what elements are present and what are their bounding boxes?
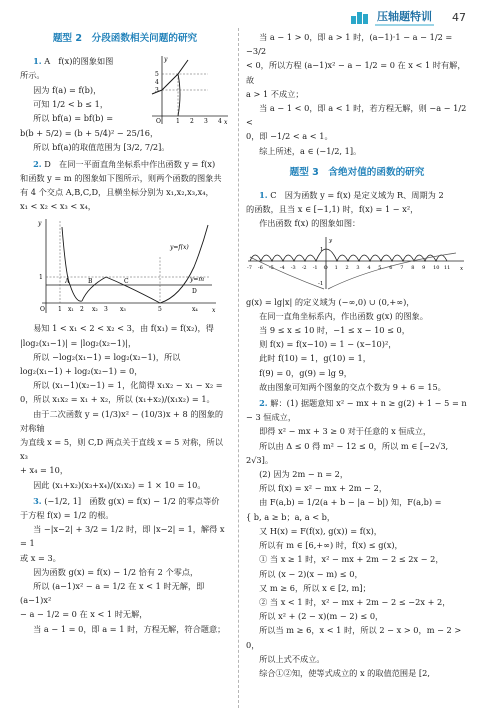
- graph1-tick: 5: [155, 71, 159, 79]
- r-q2-line: 又 m ≥ 6，所以 x ∈ [2, m]；: [259, 582, 371, 593]
- q2-after-line: 因此 (x₁+x₂)(x₃+x₄)/(x₁x₂) = 1 × 10 = 10。: [33, 479, 206, 490]
- q2-line: 和函数 y = m 的图象如下图所示，则两个函数的图象共: [20, 172, 222, 183]
- q2-after-line: 为直线 x = 5，则 C,D 两点关于直线 x = 5 对称，所以 x₃: [20, 437, 223, 462]
- header-title: 压轴题特训: [375, 8, 434, 26]
- graph2-tick: x₃: [120, 306, 126, 314]
- cont-line: 综上所述，a ∈ (−1/2, 1]。: [259, 145, 362, 156]
- q3-line: 因为函数 g(x) = f(x) − 1/2 恰有 2 个零点，: [33, 566, 199, 577]
- r-q2-line: 2. 解：(1) 据题意知 x² − mx + n ≥ g(2) + 1 − 5 = n: [259, 398, 467, 409]
- q3-line: 当 −|x−2| + 3/2 = 1/2 时，即 |x−2| = 1，解得 x = 1: [20, 524, 225, 549]
- r-q2-line: 所以有 m ∈ [6,+∞) 时，f(x) ≤ g(x)，: [259, 540, 403, 551]
- graph2-tick: 1: [39, 274, 43, 282]
- graph-3: [246, 235, 466, 291]
- right-column: [246, 30, 468, 680]
- graph-2: [20, 217, 220, 317]
- graph3-tick: 5: [378, 264, 382, 271]
- graph2-y-label: y: [38, 220, 42, 228]
- graph2-tick: x₂: [92, 306, 98, 314]
- graph3-y-label: y: [329, 237, 333, 244]
- q3-line: 所以 (a−1)x² − a = 1/2 在 x < 1 时无解，即 (a−1)x²: [20, 581, 205, 606]
- r-q1-after: 此时 f(10) = 1，g(10) = 1，: [259, 353, 371, 364]
- q1-line: 因为 f(a) = f(b)，: [33, 84, 102, 95]
- graph1-tick: 3: [204, 118, 208, 126]
- q2-num: 2.: [33, 158, 42, 169]
- r-q2-line: 所以 x² + (2 − x)(m − 2) ≤ 0，: [259, 611, 384, 622]
- r-q2-line: 即得 x² − mx + 3 ≥ 0 对于任意的 x 恒成立，: [259, 426, 432, 437]
- r-q1-after: 当 9 ≤ x ≤ 10 时，−1 ≤ x − 10 ≤ 0，: [259, 325, 410, 336]
- left-column: [20, 30, 230, 636]
- graph3-tick: -1: [318, 280, 324, 287]
- r-q2-line: 所以当 m ≥ 6，x < 1 时，所以 2 − x > 0，m − 2 > 0，: [246, 625, 462, 650]
- graph3-tick: -2: [301, 264, 307, 271]
- graph1-y-label: y: [164, 56, 168, 64]
- graph2-tick: x₁: [68, 306, 74, 314]
- graph1-tick: 3: [155, 87, 159, 95]
- page-header: [351, 8, 466, 26]
- graph3-tick: 3: [356, 264, 360, 271]
- graph3-tick: -4: [279, 264, 285, 271]
- book-icon: [351, 10, 369, 24]
- graph3-tick: 4: [367, 264, 371, 271]
- graph1-tick: 4: [218, 118, 222, 126]
- graph1-tick: 2: [190, 118, 194, 126]
- q2-after-line: |log₂(x₁−1)| = |log₂(x₂−1)|，: [20, 337, 137, 348]
- graph3-x-label: x: [460, 265, 464, 272]
- graph1-origin: O: [156, 118, 161, 126]
- r-q1-after: f(9) = 0，g(9) = lg 9，: [259, 367, 352, 378]
- r-q2-line: ① 当 x ≥ 1 时，x² − mx + 2m − 2 ≤ 2x − 2，: [259, 554, 444, 565]
- r-q1-after: 在同一直角坐标系内，作出函数 g(x) 的图象。: [259, 310, 428, 321]
- cont-line: 0，即 −1/2 < a < 1。: [246, 131, 333, 142]
- graph2-tick: 1: [58, 306, 62, 314]
- q3-line: 或 x = 3。: [20, 552, 61, 563]
- graph2-x-label: x: [212, 307, 216, 315]
- r-q2-line: ② 当 x < 1 时，x² − mx + 2m − 2 ≤ −2x + 2，: [259, 596, 451, 607]
- q3-line: − a − 1/2 = 0 在 x < 1 时无解，: [20, 609, 148, 620]
- graph2-curve-label: y=f(x): [170, 244, 189, 252]
- graph3-tick: -7: [247, 264, 252, 271]
- graph2-point: C: [124, 278, 129, 286]
- q3-line: 于方程 f(x) = 1/2 的根。: [20, 510, 114, 521]
- q1-line: b(b + 5/2) = (b + 5/4)² − 25/16，: [20, 128, 159, 139]
- q1-line: 所以 bf(a) = bf(b) =: [33, 113, 114, 124]
- graph3-tick: -6: [257, 264, 263, 271]
- graph3-tick: -3: [290, 264, 296, 271]
- graph3-tick: 1: [334, 264, 338, 271]
- graph3-tick: -1: [312, 264, 318, 271]
- r-q1-line: 作出函数 f(x) 的图象如图：: [259, 218, 361, 229]
- graph3-tick: 8: [411, 264, 415, 271]
- cont-line: 当 a − 1 > 0，即 a > 1 时，(a−1)·1 − a − 1/2 = −3/2: [246, 32, 453, 57]
- section-title-2: 题型 2 分段函数相关问题的研究: [52, 33, 198, 44]
- r-q2-line: { b, a ≥ b；a, a < b，: [246, 511, 336, 522]
- q2-after-line: 0，所以 x₁x₂ = x₁ + x₂，所以 (x₁+x₂)/(x₁x₂) = 1。: [20, 394, 215, 405]
- graph2-line-label: y=m: [190, 276, 205, 284]
- q1-num: 1.: [33, 56, 42, 67]
- column-divider: [238, 28, 239, 708]
- cont-line: a > 1 不成立；: [246, 88, 304, 99]
- r-q2-line: 所以 f(x) = x² − mx + 2m − 2，: [259, 483, 388, 494]
- graph3-tick: 2: [345, 264, 349, 271]
- graph3-tick: 1: [320, 246, 324, 253]
- q1-line: 可知 1/2 < b ≤ 1，: [33, 98, 109, 109]
- q2-after-line: + x₄ = 10，: [20, 465, 69, 476]
- q1-line: 所示。: [20, 70, 45, 81]
- r-q2-line: 所以上式不成立。: [259, 653, 325, 664]
- r-q1-num: 1.: [259, 190, 268, 201]
- q2-line: x₁ < x₂ < x₃ < x₄，: [20, 201, 96, 212]
- graph1-tick: 4: [155, 79, 159, 87]
- graph2-tick: O: [40, 306, 45, 314]
- q1-line: 1. A f(x)的图象如图: [33, 56, 114, 67]
- graph2-point: D: [192, 288, 197, 296]
- q2-after-line: 易知 1 < x₁ < 2 < x₂ < 3，由 f(x₁) = f(x₂)，得: [33, 323, 214, 334]
- q2-line: 2. D 在同一平面直角坐标系中作出函数 y = f(x): [33, 158, 216, 169]
- q2-line: 有 4 个交点 A,B,C,D，且横坐标分别为 x₁,x₂,x₃,x₄，: [20, 187, 214, 198]
- graph3-tick: -5: [268, 264, 274, 271]
- r-q2-line: 2√3]。: [246, 454, 274, 465]
- r-q1-after: 则 f(x) = f(x−10) = 1 − (x−10)²，: [259, 339, 397, 350]
- graph3-tick: 6: [389, 264, 393, 271]
- r-q2-line: 综合①②知，使等式成立的 x 的取值范围是 [2,: [259, 667, 430, 678]
- graph3-tick: 10: [433, 264, 440, 271]
- section-title-3: 题型 3 含绝对值的函数的研究: [289, 166, 425, 178]
- graph1-tick: 1: [176, 118, 180, 126]
- q2-after-line: 所以 (x₁−1)(x₂−1) = 1，化简得 x₁x₂ − x₁ − x₂ =: [33, 380, 223, 391]
- r-q2-line: 所以 (x − 2)(x − m) ≤ 0，: [259, 568, 363, 579]
- r-q1-after: 故由图象可知两个图象的交点个数为 9 + 6 = 15。: [259, 381, 446, 392]
- graph2-tick: x₄: [192, 306, 198, 314]
- q2-after-line: log₂(x₁−1) + log₂(x₂−1) = 0，: [20, 366, 143, 377]
- cont-line: 当 a − 1 < 0，即 a < 1 时，若方程无解，则 −a − 1/2 <: [246, 103, 467, 128]
- graph2-point: B: [88, 278, 93, 286]
- r-q1-after: g(x) = lg|x| 的定义域为 (−∞,0) ∪ (0,+∞)，: [246, 296, 415, 307]
- r-q2-line: 又 H(x) = F(f(x), g(x)) = f(x)，: [259, 525, 382, 536]
- q3-line: 当 a − 1 = 0，即 a = 1 时，方程无解，符合题意；: [33, 623, 226, 634]
- graph3-tick: 9: [422, 264, 426, 271]
- r-q2-line: − 3 恒成立，: [246, 412, 297, 423]
- r-q1-line: 1. C 因为函数 y = f(x) 是定义域为 R、周期为 2: [259, 190, 444, 201]
- q3-num: 3.: [33, 495, 42, 506]
- graph2-tick: 3: [104, 306, 108, 314]
- r-q2-line: (2) 因为 2m − n = 2，: [259, 469, 349, 480]
- graph2-point: A: [65, 278, 70, 286]
- q1-line: 所以 bf(a)的取值范围为 [3/2, 7/2]。: [33, 142, 170, 153]
- graph3-tick: 7: [400, 264, 404, 271]
- cont-line: < 0，所以方程 (a−1)x² − a − 1/2 = 0 在 x < 1 时有解，故: [246, 60, 466, 85]
- graph2-tick: 2: [80, 306, 84, 314]
- r-q1-line: 的函数，且当 x ∈ [−1,1) 时，f(x) = 1 − x²，: [246, 204, 419, 215]
- graph1-x-label: x: [224, 119, 228, 127]
- q1-block: [20, 54, 230, 126]
- graph3-tick: 11: [444, 264, 451, 271]
- r-q2-line: 由 F(a,b) = 1/2(a + b − |a − b|) 知，F(a,b) =: [259, 497, 442, 508]
- r-q2-num: 2.: [259, 398, 268, 409]
- graph3-tick: O: [323, 264, 328, 271]
- q2-after-line: 所以 −log₂(x₁−1) = log₂(x₂−1)，所以: [33, 351, 181, 362]
- graph-1: [148, 54, 230, 126]
- q3-line: 3. (−1/2, 1] 函数 g(x) = f(x) − 1/2 的零点等价: [33, 495, 220, 506]
- r-q2-line: 所以由 Δ ≤ 0 得 m² − 12 ≤ 0，所以 m ∈ [−2√3,: [259, 440, 449, 451]
- graph2-tick: 5: [158, 306, 162, 314]
- page-number: 47: [452, 10, 466, 24]
- q2-after-line: 由于二次函数 y = (1/3)x² − (10/3)x + 8 的图象的对称轴: [20, 408, 224, 433]
